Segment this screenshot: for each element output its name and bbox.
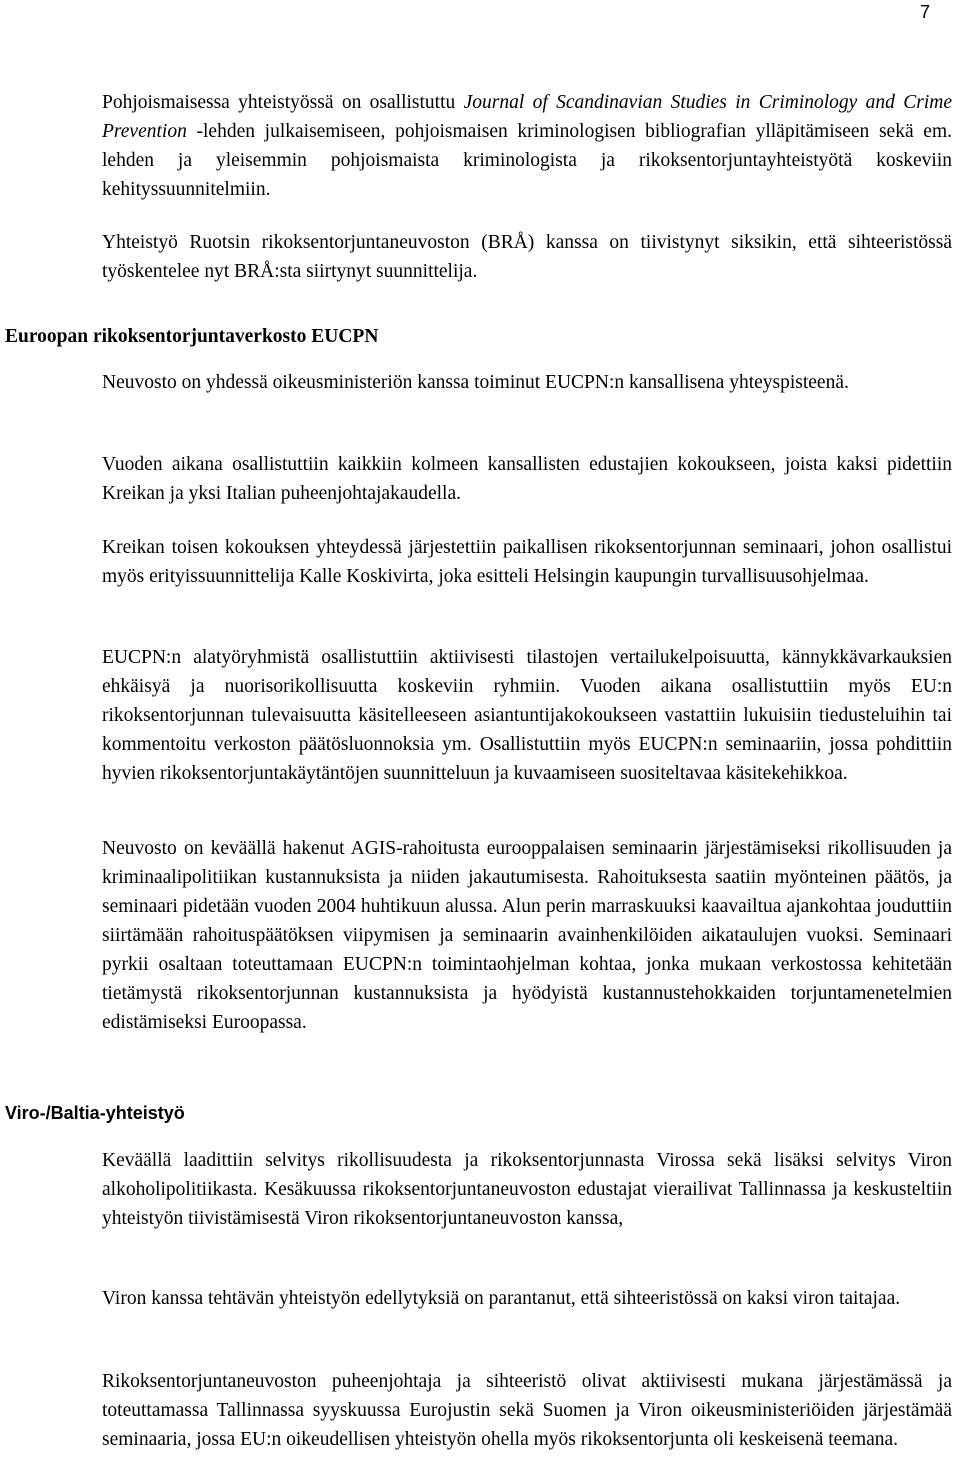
paragraph-text: -lehden julkaisemiseen, pohjoismaisen kriminologisen bibliografian ylläpitämiseen sekä em. lehden ja yleisemmin pohjoismaista kriminologista ja rikoksentorjuntayhteistyötä koskeviin kehityssuunnitelmiin. — [102, 121, 952, 200]
page-number: 7 — [920, 2, 931, 22]
paragraph-meetings: Vuoden aikana osallistuttiin kaikkiin kolmeen kansallisten edustajien kokoukseen, joista kaksi pidettiin Kreikan ja yksi Italian puheenjohtajakaudella. — [102, 454, 952, 504]
paragraph-nordic-cooperation — [102, 88, 952, 204]
heading-eucpn: Euroopan rikoksentorjuntaverkosto EUCPN — [5, 326, 379, 347]
paragraph-greece-seminar: Kreikan toisen kokouksen yhteydessä järjestettiin paikallisen rikoksentorjunnan seminaari, johon osallistui myös erityissuunnittelija Kalle Koskivirta, joka esitteli Helsingin kaupungin turvallisuusohjelmaa. — [102, 537, 952, 587]
journal-title: Journal of Scandinavian Studies in Criminology and Crime Prevention — [102, 92, 952, 142]
paragraph-contact-point: Neuvosto on yhdessä oikeusministeriön kanssa toiminut EUCPN:n kansallisena yhteyspisteenä. — [102, 372, 849, 393]
heading-baltia: Viro-/Baltia-yhteistyö — [5, 1103, 185, 1123]
paragraph-bra-cooperation: Yhteistyö Ruotsin rikoksentorjuntaneuvoston (BRÅ) kanssa on tiivistynyt siksikin, että sihteeristössä työskentelee nyt BRÅ:sta siirtynyt suunnittelija. — [102, 232, 952, 282]
paragraph-text: Pohjoismaisessa yhteistyössä on osallistuttu — [102, 92, 464, 113]
paragraph-estonia-report: Keväällä laadittiin selvitys rikollisuudesta ja rikoksentorjunnasta Virossa sekä lisäksi selvitys Viron alkoholipolitiikasta. Kesäkuussa rikoksentorjuntaneuvoston edustajat vierailivat Tallinnassa ja keskusteltiin yhteistyön tiivistämisestä Viron rikoksentorjuntaneuvoston kanssa, — [102, 1150, 952, 1229]
paragraph-agis-funding: Neuvosto on keväällä hakenut AGIS-rahoitusta eurooppalaisen seminaarin järjestämiseksi rikollisuuden ja kriminaalipolitiikan kustannuksista ja niiden jakautumisesta. Rahoituksesta saatiin myönteinen päätös, ja seminaari pidetään vuoden 2004 huhtikuun alussa. Alun perin marraskuuksi kaavailtua ajankohtaa jouduttiin siirtämään rahoituspäätöksen viipymisen ja seminaarin avainhenkilöiden aikataulujen vuoksi. Seminaari pyrkii osaltaan toteuttamaan EUCPN:n toimintaohjelman kohtaa, jonka mukaan verkostossa kehitetään tietämystä rikoksentorjunnan kustannuksista ja hyödyistä kustannustehokkaiden torjuntamenetelmien edistämiseksi Euroopassa. — [102, 838, 952, 1033]
paragraph-tallinn-seminar: Rikoksentorjuntaneuvoston puheenjohtaja ja sihteeristö olivat aktiivisesti mukana järjestämässä ja toteuttamassa Tallinnassa syyskuussa Eurojustin sekä Suomen ja Viron oikeusministeriöiden järjestämää seminaaria, jossa EU:n oikeudellisen yhteistyön ohella myös rikoksentorjunta oli keskeisenä teemana. — [102, 1371, 952, 1450]
paragraph-subgroups: EUCPN:n alatyöryhmistä osallistuttiin aktiivisesti tilastojen vertailukelpoisuutta, kännykkävarkauksien ehkäisyä ja nuorisorikollisuutta koskeviin ryhmiin. Vuoden aikana osallistuttiin myös EU:n rikoksentorjunnan tulevaisuutta käsitelleeseen asiantuntijakokoukseen vastattiin lukuisiin tiedusteluihin tai kommentoitu verkoston päätösluonnoksia ym. Osallistuttiin myös EUCPN:n seminaariin, jossa pohdittiin hyvien rikoksentorjuntakäytäntöjen suunnitteluun ja kuvaamiseen suositeltavaa käsitekehikkoa. — [102, 647, 952, 784]
paragraph-language-skills: Viron kanssa tehtävän yhteistyön edellytyksiä on parantanut, että sihteeristössä on kaksi viron taitajaa. — [102, 1288, 901, 1309]
